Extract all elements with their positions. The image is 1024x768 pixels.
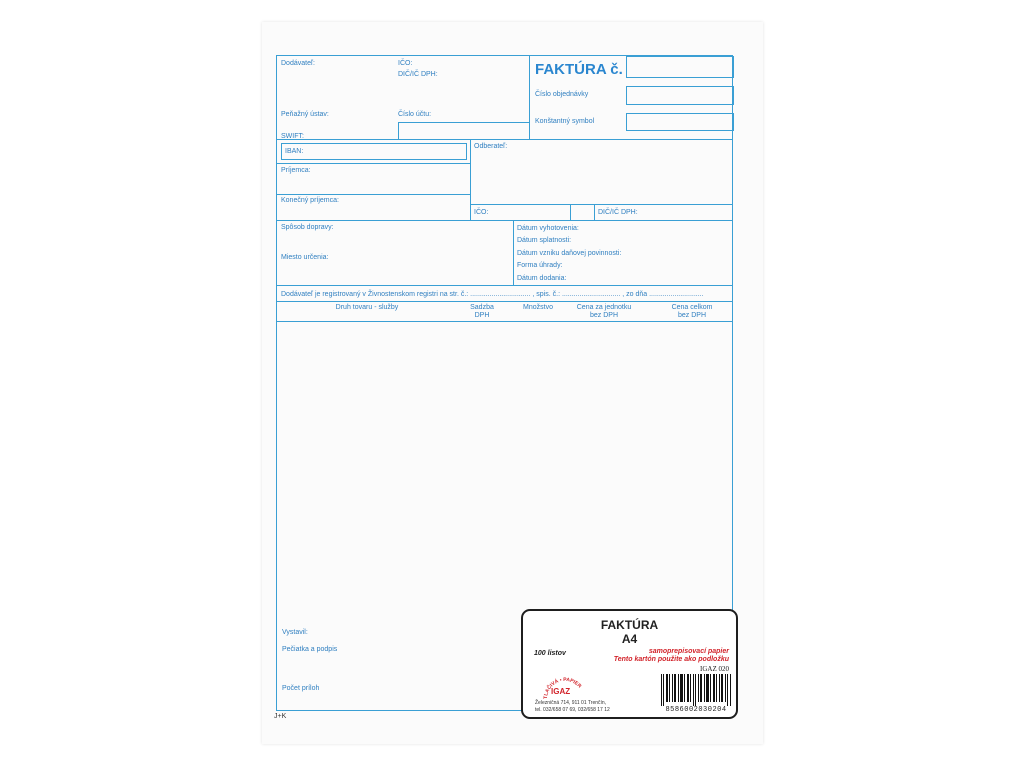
divider <box>470 204 733 205</box>
column-total-price: Cena celkom bez DPH <box>671 304 713 319</box>
sheet-count: 100 listov <box>534 650 566 657</box>
divider <box>277 163 470 164</box>
account-label: Číslo účtu: <box>398 111 432 118</box>
divider <box>570 204 571 220</box>
svg-text:TLAČIVÁ • PAPIER: TLAČIVÁ • PAPIER <box>542 676 583 700</box>
date-due-label: Dátum splatnosti: <box>517 237 572 244</box>
divider <box>277 194 470 195</box>
payment-label: Forma úhrady: <box>517 262 563 269</box>
recipient-label: Príjemca: <box>281 167 311 174</box>
product-code: IGAZ 020 <box>700 665 729 673</box>
constant-symbol-label: Konštantný symbol <box>535 118 595 125</box>
customer-dic-label: DIČ/IČ DPH: <box>598 209 638 216</box>
date-issue-label: Dátum vyhotovenia: <box>517 225 579 232</box>
cover-title: FAKTÚRA <box>600 618 659 632</box>
iban-field[interactable] <box>281 143 467 160</box>
column-vat-rate: Sadzba DPH <box>470 304 494 319</box>
divider <box>277 285 733 286</box>
date-tax-label: Dátum vzniku daňovej povinnosti: <box>517 250 622 257</box>
cover-label <box>521 609 738 719</box>
address-line-1: Železničná 714, 911 01 Trenčín, <box>535 700 607 706</box>
address-line-2: tel. 032/658 07 69, 032/658 17 12 <box>535 707 610 713</box>
invoice-title: FAKTÚRA č. <box>535 61 623 78</box>
order-number-field[interactable] <box>626 86 734 105</box>
dic-label: DIČ/IČ DPH: <box>398 71 438 78</box>
divider <box>277 220 733 221</box>
column-unit-price: Cena za jednotku bez DPH <box>576 304 632 319</box>
attachments-label: Počet príloh <box>282 685 320 692</box>
divider <box>277 301 733 302</box>
ico-label: IČO: <box>398 60 413 67</box>
registry-statement: Dodávateľ je registrovaný v Živnostenskom registri na str. č.: ............................... , spis. č.: .............................. , zo dňa ............................ <box>281 291 704 298</box>
supplier-label: Dodávateľ: <box>281 60 315 67</box>
column-goods: Druh tovaru - služby <box>335 304 399 311</box>
cover-note: Tento kartón použite ako podložku <box>613 656 729 663</box>
printer-mark: J+K <box>274 713 287 720</box>
customer-label: Odberateľ: <box>474 143 508 150</box>
invoice-number-field[interactable] <box>626 56 734 78</box>
divider <box>470 139 471 220</box>
divider <box>594 204 595 220</box>
divider <box>277 321 733 322</box>
destination-label: Miesto určenia: <box>281 254 329 261</box>
barcode-number: 8586002030204 <box>665 706 727 714</box>
column-quantity: Množstvo <box>523 304 553 311</box>
customer-ico-label: IČO: <box>474 209 489 216</box>
stamp-signature-label: Pečiatka a podpis <box>282 646 338 653</box>
cover-size: A4 <box>621 632 638 646</box>
swift-label: SWIFT: <box>281 133 304 140</box>
bank-label: Peňažný ústav: <box>281 111 329 118</box>
transport-label: Spôsob dopravy: <box>281 224 334 231</box>
account-field[interactable] <box>398 122 530 140</box>
logo-text: IGAZ <box>551 687 571 696</box>
constant-symbol-field[interactable] <box>626 113 734 131</box>
barcode <box>660 674 733 706</box>
order-number-label: Číslo objednávky <box>535 91 589 98</box>
final-recipient-label: Konečný príjemca: <box>281 197 339 204</box>
date-delivery-label: Dátum dodania: <box>517 275 567 282</box>
issued-by-label: Vystavil: <box>282 629 308 636</box>
paper-type: samoprepisovací papier <box>648 648 729 655</box>
divider <box>513 220 514 285</box>
iban-label: IBAN: <box>285 148 304 155</box>
